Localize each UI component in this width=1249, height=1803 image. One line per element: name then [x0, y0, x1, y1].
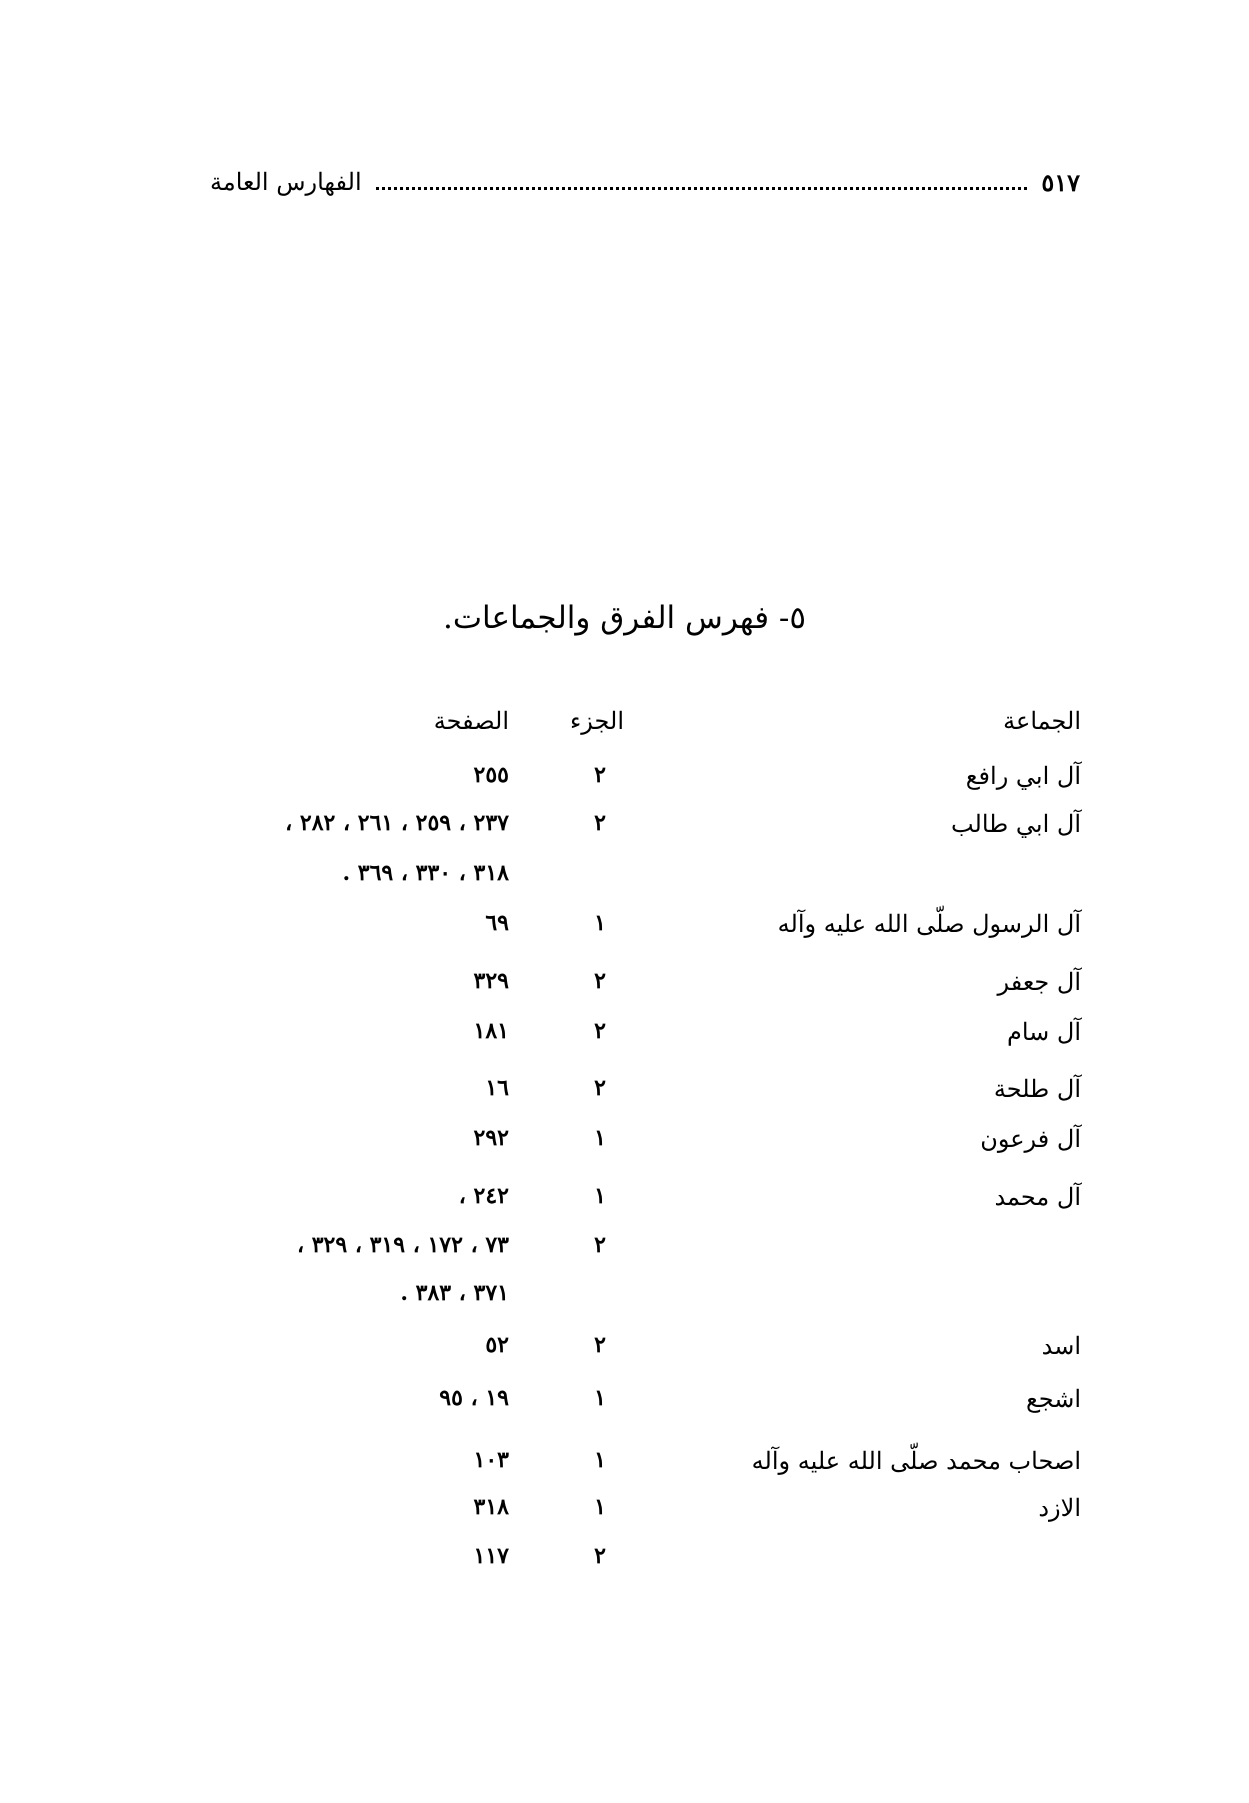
index-row [0, 810, 1249, 850]
index-row-continuation [0, 860, 1249, 900]
page-number: ٥١٧ [1041, 167, 1080, 197]
index-row-continuation [0, 1280, 1249, 1320]
index-row [0, 910, 1249, 950]
row-group: آل الرسول صلّى الله عليه وآله [777, 910, 1081, 938]
index-row [0, 762, 1249, 802]
index-row [0, 1447, 1249, 1487]
row-pages: ٢٣٧ ، ٢٥٩ ، ٢٦١ ، ٢٨٢ ، [285, 810, 509, 836]
row-part: ١ [594, 1447, 606, 1473]
row-part: ٢ [594, 1018, 606, 1044]
row-group: آل سام [1006, 1018, 1081, 1046]
row-pages: ٥٢ [485, 1332, 509, 1358]
index-row [0, 1385, 1249, 1425]
row-part: ٢ [594, 810, 606, 836]
row-pages: ٢٤٢ ، [458, 1183, 509, 1209]
row-pages: ١٠٣ [473, 1447, 509, 1473]
index-row [0, 1332, 1249, 1372]
row-part: ١ [594, 1494, 606, 1520]
index-row-continuation [0, 1232, 1249, 1272]
row-pages: ١٦ [485, 1075, 509, 1101]
row-part: ١ [594, 1385, 606, 1411]
row-part: ٢ [594, 1543, 606, 1569]
row-group: آل جعفر [997, 968, 1081, 996]
row-pages: ٣٧١ ، ٣٨٣ . [400, 1280, 509, 1306]
row-part: ٢ [594, 1232, 606, 1258]
index-row [0, 1494, 1249, 1534]
row-part: ٢ [594, 1075, 606, 1101]
running-header [210, 160, 1080, 204]
row-group: آل فرعون [980, 1125, 1081, 1153]
row-part: ١ [594, 1125, 606, 1151]
row-group: الازد [1038, 1494, 1081, 1522]
index-row [0, 1075, 1249, 1115]
row-pages: ١٨١ [473, 1018, 509, 1044]
row-pages: ١١٧ [473, 1543, 509, 1569]
row-pages: ٣٢٩ [473, 968, 509, 994]
column-header-group: الجماعة [1003, 707, 1081, 735]
row-part: ٢ [594, 762, 606, 788]
row-part: ٢ [594, 968, 606, 994]
row-part: ١ [594, 910, 606, 936]
index-row [0, 968, 1249, 1008]
index-row [0, 1125, 1249, 1165]
row-group: اشجع [1025, 1385, 1081, 1413]
header-leader-dots [376, 187, 1028, 190]
row-pages: ١٩ ، ٩٥ [439, 1385, 509, 1411]
row-part: ١ [594, 1183, 606, 1209]
index-row-continuation [0, 1543, 1249, 1583]
row-part: ٢ [594, 1332, 606, 1358]
row-pages: ٢٥٥ [473, 762, 509, 788]
row-group: اسد [1041, 1332, 1081, 1360]
row-group: اصحاب محمد صلّى الله عليه وآله [751, 1447, 1081, 1475]
row-pages: ٣١٨ ، ٣٣٠ ، ٣٦٩ . [342, 860, 509, 886]
row-group: آل محمد [994, 1183, 1081, 1211]
row-pages: ٧٣ ، ١٧٢ ، ٣١٩ ، ٣٢٩ ، [296, 1232, 509, 1258]
row-pages: ٣١٨ [473, 1494, 509, 1520]
column-header-page: الصفحة [433, 707, 509, 735]
header-title: الفهارس العامة [210, 168, 362, 196]
index-row [0, 1018, 1249, 1058]
row-group: آل ابي طالب [950, 810, 1081, 838]
row-pages: ٦٩ [485, 910, 509, 936]
section-title: ٥- فهرس الفرق والجماعات. [442, 600, 807, 636]
row-group: آل ابي رافع [965, 762, 1081, 790]
column-header-part: الجزء [570, 707, 624, 735]
row-pages: ٢٩٢ [473, 1125, 509, 1151]
index-row [0, 1183, 1249, 1223]
row-group: آل طلحة [993, 1075, 1081, 1103]
